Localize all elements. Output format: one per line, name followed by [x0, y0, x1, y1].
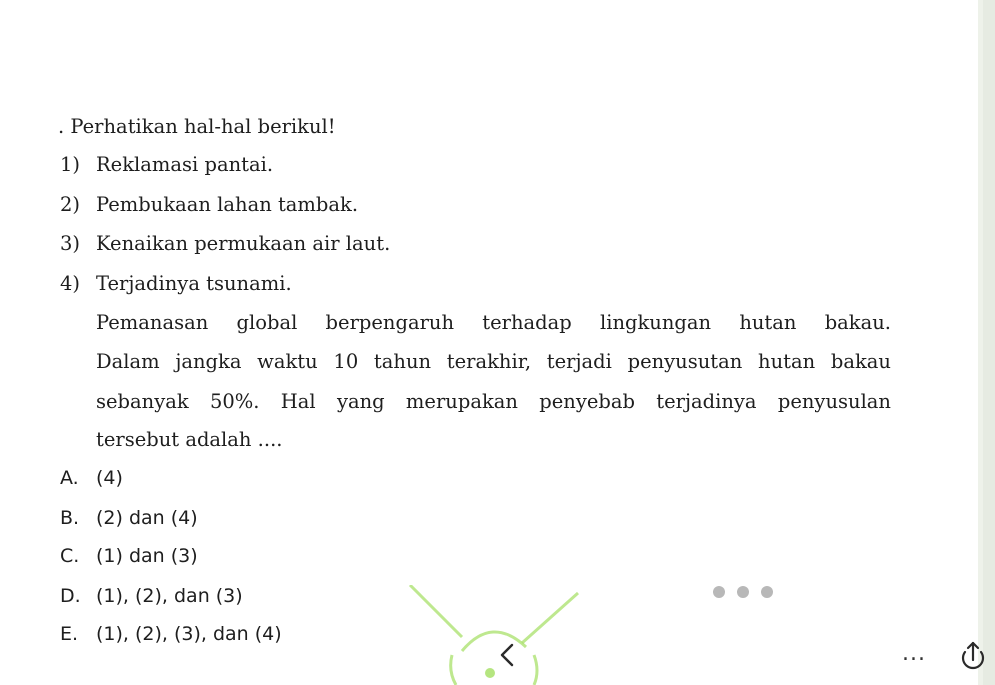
list-item [60, 232, 390, 256]
answer-option-c [60, 544, 198, 568]
option-text: (2) dan (4) [96, 507, 198, 529]
option-text: (1), (2), (3), dan (4) [96, 623, 282, 645]
question-paragraph-line: Dalam jangka waktu 10 tahun terakhir, terjadi penyusutan hutan bakau [96, 350, 891, 373]
question-paragraph-line: sebanyak 50%. Hal yang merupakan penyebab terjadinya penyusulan [96, 390, 891, 413]
option-text: (1) dan (3) [96, 545, 198, 567]
chevron-left-icon[interactable] [492, 638, 522, 672]
answer-option-d [60, 584, 243, 608]
list-item-text: Pembukaan lahan tambak. [96, 193, 359, 216]
share-icon[interactable] [956, 638, 990, 672]
option-letter: C. [60, 545, 80, 567]
option-letter: E. [60, 623, 79, 645]
list-item-number: 4) [60, 272, 81, 295]
list-item-text: Kenaikan permukaan air laut. [96, 232, 391, 255]
list-item-number: 3) [60, 232, 81, 255]
option-letter: A. [60, 467, 79, 489]
list-item [60, 272, 292, 296]
question-paragraph-line: tersebut adalah .... [96, 428, 283, 451]
side-panel-edge-inner [983, 0, 995, 685]
list-item-number: 1) [60, 153, 81, 176]
more-options-button[interactable]: ... [902, 641, 926, 666]
question-paragraph-line: Pemanasan global berpengaruh terhadap lingkungan hutan bakau. [96, 311, 891, 334]
list-item-text: Terjadinya tsunami. [96, 272, 292, 295]
option-text: (1), (2), dan (3) [96, 585, 243, 607]
option-letter: B. [60, 507, 80, 529]
answer-option-a [60, 466, 123, 490]
list-item-number: 2) [60, 193, 81, 216]
list-item-text: Reklamasi pantai. [96, 153, 274, 176]
option-letter: D. [60, 585, 81, 607]
answer-option-e [60, 622, 282, 646]
list-item [60, 193, 358, 217]
option-text: (4) [96, 467, 123, 489]
list-item [60, 153, 273, 177]
answer-option-b [60, 506, 198, 530]
question-heading: . Perhatikan hal-hal berikul! [58, 115, 336, 138]
